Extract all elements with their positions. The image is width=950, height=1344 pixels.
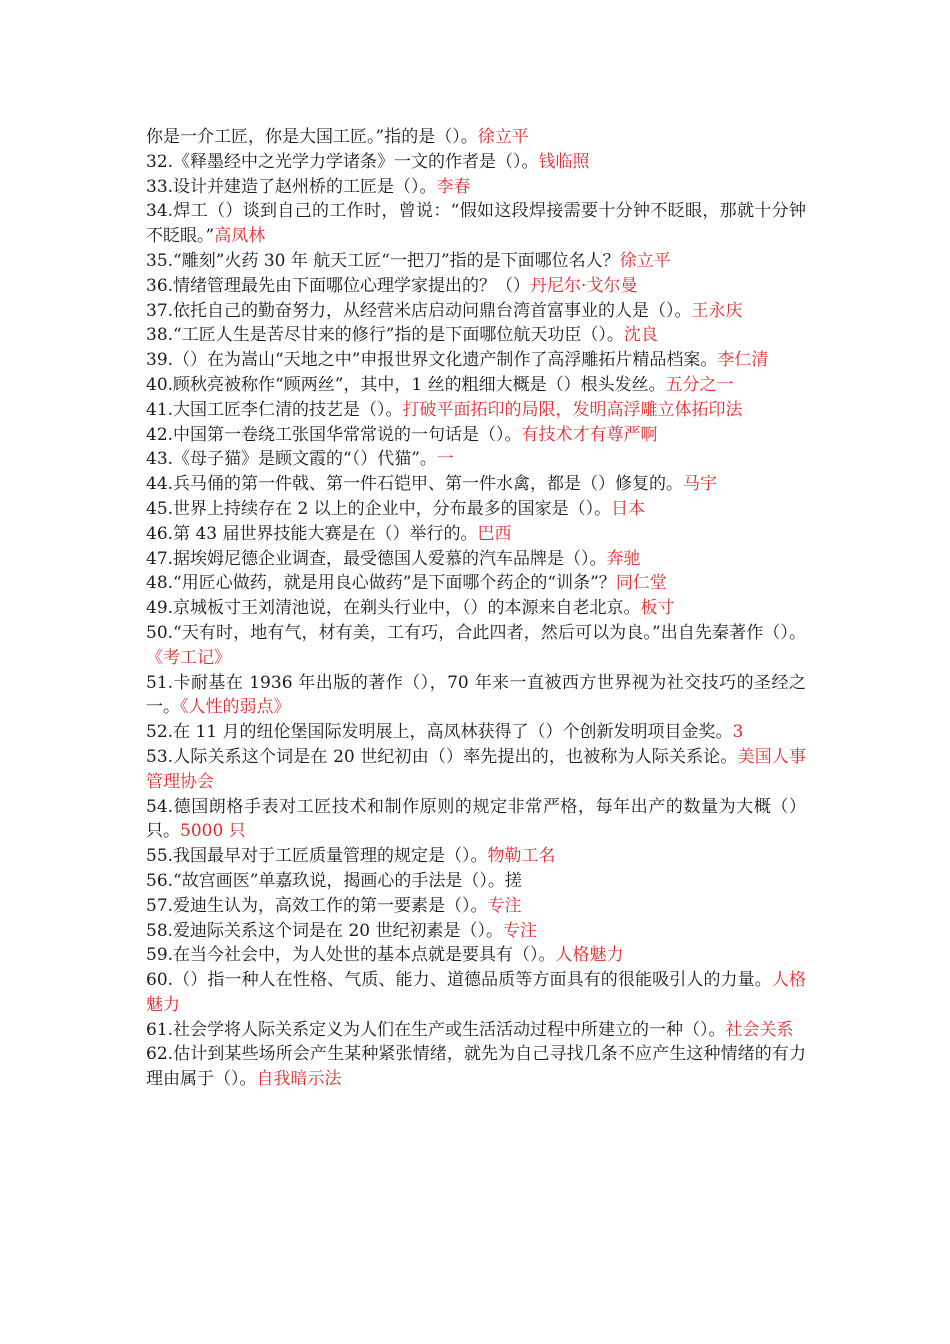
question-item bbox=[146, 175, 806, 200]
question-item bbox=[146, 745, 806, 795]
question-text: 57.爱迪生认为，高效工作的第一要素是（）。 bbox=[146, 895, 488, 916]
answer-text: 人格魅力 bbox=[146, 970, 806, 1015]
question-text: 55.我国最早对于工匠质量管理的规定是（）。 bbox=[146, 846, 488, 867]
answer-text: 马宇 bbox=[683, 474, 718, 495]
question-text: 39.（）在为嵩山“天地之中”申报世界文化遗产制作了高浮雕拓片精品档案。 bbox=[146, 350, 718, 371]
question-item bbox=[146, 125, 806, 150]
question-item bbox=[146, 497, 806, 522]
answer-text: 李春 bbox=[436, 176, 471, 197]
question-text: 40.顾秋亮被称作“顾两丝”，其中，1 丝的粗细大概是（）根头发丝。 bbox=[146, 374, 666, 395]
question-text: 36.情绪管理最先由下面哪位心理学家提出的？（） bbox=[146, 275, 531, 296]
question-text: 50.“天有时，地有气，材有美，工有巧，合此四者，然后可以为良。”出自先秦著作（）。 bbox=[146, 622, 806, 643]
question-item bbox=[146, 398, 806, 423]
question-text: 42.中国第一卷绕工张国华常常说的一句话是（）。 bbox=[146, 424, 522, 445]
question-text: 45.世界上持续存在 2 以上的企业中，分布最多的国家是（）。 bbox=[146, 498, 612, 519]
question-item bbox=[146, 919, 806, 944]
question-text: 61.社会学将人际关系定义为人们在生产或生活活动过程中所建立的一种（）。 bbox=[146, 1019, 726, 1040]
answer-text: 五分之一 bbox=[665, 374, 734, 395]
question-text: 52.在 11 月的纽伦堡国际发明展上，高凤林获得了（）个创新发明项目金奖。 bbox=[146, 722, 733, 743]
question-item bbox=[146, 199, 806, 249]
question-text: 54.德国朗格手表对工匠技术和制作原则的规定非常严格，每年出产的数量为大概（）只。 bbox=[146, 796, 806, 842]
answer-text: 社会关系 bbox=[725, 1019, 794, 1040]
question-text: 59.在当今社会中，为人处世的基本点就是要具有（）。 bbox=[146, 945, 556, 966]
question-item bbox=[146, 571, 806, 596]
answer-text: 徐立平 bbox=[477, 127, 529, 147]
question-text: 46.第 43 届世界技能大赛是在（）举行的。 bbox=[146, 523, 478, 544]
question-item bbox=[146, 373, 806, 398]
question-text: 48.“用匠心做药，就是用良心做药”是下面哪个药企的“训条”？ bbox=[146, 573, 616, 594]
question-item bbox=[146, 423, 806, 448]
answer-text: 日本 bbox=[611, 498, 646, 519]
question-item bbox=[146, 274, 806, 299]
question-text: 32.《释墨经中之光学力学诸条》一文的作者是（）。 bbox=[146, 151, 539, 172]
question-item bbox=[146, 447, 806, 472]
answer-text: 丹尼尔·戈尔曼 bbox=[530, 275, 638, 296]
answer-text: 奔驰 bbox=[606, 548, 641, 569]
question-text: 56.“故宫画医”单嘉玖说，揭画心的手法是（）。搓 bbox=[146, 870, 522, 891]
question-text: 37.依托自己的勤奋努力，从经营米店启动问鼎台湾首富事业的人是（）。 bbox=[146, 300, 692, 321]
answer-text: 巴西 bbox=[477, 523, 512, 544]
answer-text: 自我暗示法 bbox=[256, 1069, 342, 1090]
question-item bbox=[146, 671, 806, 721]
question-item bbox=[146, 596, 806, 621]
question-text: 49.京城板寸王刘清池说，在剃头行业中，（）的本源来自老北京。 bbox=[146, 598, 641, 619]
answer-text: 徐立平 bbox=[619, 250, 671, 271]
question-item bbox=[146, 869, 806, 894]
question-item bbox=[146, 348, 806, 373]
question-text: 38.“工匠人生是苦尽甘来的修行”指的是下面哪位航天功臣（）。 bbox=[146, 325, 624, 346]
question-item bbox=[146, 795, 806, 845]
question-text: 62.估计到某些场所会产生某种紧张情绪，就先为自己寻找几条不应产生这种情绪的有力理由属于（）。 bbox=[146, 1044, 806, 1090]
question-item bbox=[146, 720, 806, 745]
question-text: 44.兵马俑的第一件戟、第一件石铠甲、第一件水禽，都是（）修复的。 bbox=[146, 474, 684, 495]
answer-text: 李仁清 bbox=[717, 350, 769, 371]
question-item bbox=[146, 968, 806, 1018]
answer-text: 王永庆 bbox=[691, 300, 743, 321]
question-text: 43.《母子猫》是顾文霞的“（）代猫”。 bbox=[146, 449, 437, 470]
question-item bbox=[146, 894, 806, 919]
answer-text: 板寸 bbox=[640, 598, 675, 619]
answer-text: 5000 只 bbox=[180, 821, 246, 842]
question-item bbox=[146, 1042, 806, 1092]
answer-text: 同仁堂 bbox=[615, 573, 667, 594]
answer-text: 《考工记》 bbox=[146, 647, 231, 668]
answer-text: 物勒工名 bbox=[487, 846, 556, 867]
question-text: 33.设计并建造了赵州桥的工匠是（）。 bbox=[146, 176, 437, 197]
answer-text: 沈良 bbox=[623, 325, 658, 346]
question-text: 60.（）指一种人在性格、气质、能力、道德品质等方面具有的很能吸引人的力量。 bbox=[146, 970, 772, 991]
question-text: 41.大国工匠李仁清的技艺是（）。 bbox=[146, 399, 403, 420]
question-text: 58.爱迪际关系这个词是在 20 世纪初素是（）。 bbox=[146, 920, 503, 941]
question-item bbox=[146, 943, 806, 968]
question-item bbox=[146, 547, 806, 572]
answer-text: 3 bbox=[732, 722, 744, 743]
answer-text: 一 bbox=[436, 449, 454, 470]
question-text: 53.人际关系这个词是在 20 世纪初由（）率先提出的，也被称为人际关系论。 bbox=[146, 746, 738, 767]
answer-text: 《人性的弱点》 bbox=[180, 697, 291, 718]
answer-text: 美国人事管理协会 bbox=[146, 746, 806, 792]
answer-text: 专注 bbox=[487, 895, 522, 916]
answer-text: 打破平面拓印的局限，发明高浮雕立体拓印法 bbox=[402, 399, 743, 420]
question-text: 51.卡耐基在 1936 年出版的著作（），70 年来一直被西方世界视为社交技巧的圣经之一。 bbox=[146, 672, 806, 718]
question-text: 47.据埃姆尼德企业调查，最受德国人爱慕的汽车品牌是（）。 bbox=[146, 548, 607, 569]
question-item bbox=[146, 299, 806, 324]
question-text: 35.“雕刻”火药 30 年 航天工匠“一把刀”指的是下面哪位名人？ bbox=[146, 250, 620, 271]
answer-text: 专注 bbox=[502, 920, 537, 941]
question-item bbox=[146, 844, 806, 869]
answer-text: 人格魅力 bbox=[555, 945, 624, 966]
question-item bbox=[146, 621, 806, 671]
question-text: 34.焊工（）谈到自己的工作时，曾说：“假如这段焊接需要十分钟不眨眼，那就十分钟不眨眼。” bbox=[146, 201, 806, 247]
question-item bbox=[146, 522, 806, 547]
question-item bbox=[146, 323, 806, 348]
question-item bbox=[146, 472, 806, 497]
question-text: 你是一介工匠，你是大国工匠。”指的是（）。 bbox=[146, 127, 478, 147]
answer-text: 钱临照 bbox=[538, 151, 590, 172]
question-item bbox=[146, 249, 806, 274]
answer-text: 有技术才有尊严啊 bbox=[521, 424, 658, 445]
answer-text: 高凤林 bbox=[214, 226, 266, 247]
question-item bbox=[146, 150, 806, 175]
question-item bbox=[146, 1018, 806, 1043]
document-page bbox=[146, 125, 806, 1092]
